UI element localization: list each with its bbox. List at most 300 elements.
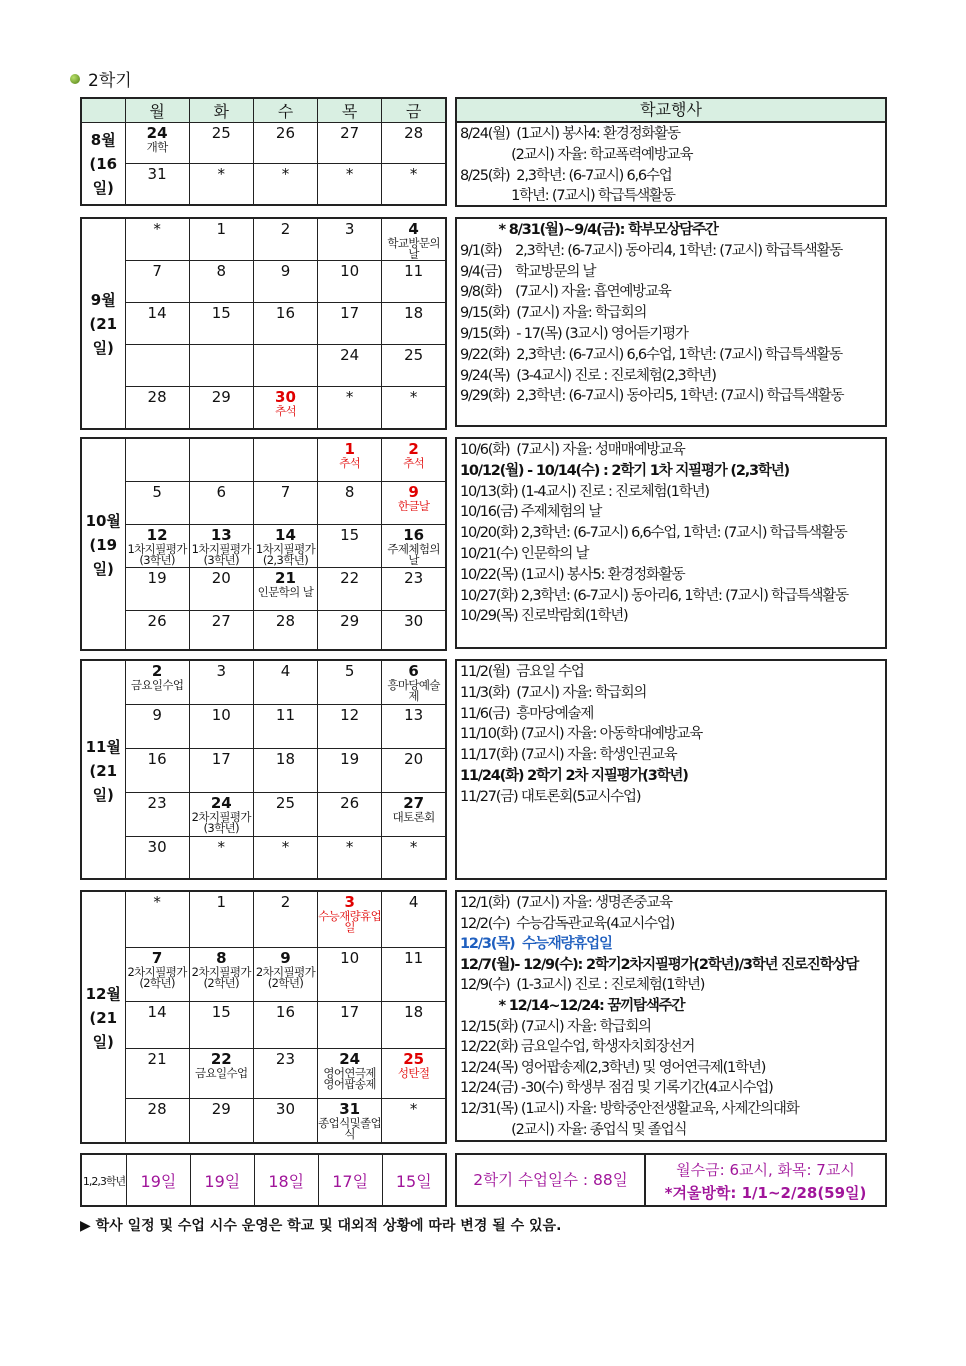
day-number: 29 xyxy=(211,388,231,406)
day-number: 26 xyxy=(147,611,167,630)
day-number: 22 xyxy=(340,568,360,587)
weekday-header: 화 xyxy=(189,98,253,123)
month-days: (19일) xyxy=(89,536,118,578)
day-note: 종업식및졸업식 xyxy=(318,1115,382,1141)
day-number: * xyxy=(409,165,418,183)
event-line: 8/24(월) (1교시) 봉사4: 환경정화활동 xyxy=(460,126,680,142)
month-name: 12월 xyxy=(85,985,121,1003)
day-number: 1 xyxy=(216,893,227,911)
month-name: 10월 xyxy=(85,512,121,530)
day-number: * xyxy=(409,388,418,406)
day-cell xyxy=(253,387,317,429)
day-number: 16 xyxy=(147,749,167,768)
day-cell xyxy=(382,123,446,164)
day-cell xyxy=(382,1098,446,1143)
day-cell xyxy=(318,660,382,704)
day-number: 27 xyxy=(403,793,425,812)
month-label xyxy=(81,123,125,205)
day-cell xyxy=(318,1001,382,1048)
month-label xyxy=(81,438,125,650)
day-number: * xyxy=(153,220,161,238)
day-cell xyxy=(189,567,253,610)
day-cell xyxy=(382,303,446,345)
day-number: 2 xyxy=(408,440,419,458)
vacation-text: *겨울방학: 1/1~2/28(59일) xyxy=(664,1184,867,1202)
month-label xyxy=(81,660,125,879)
day-cell xyxy=(189,261,253,303)
day-number: 27 xyxy=(211,611,231,630)
day-cell xyxy=(253,303,317,345)
event-line: 11/24(화) 2학기 2차 지필평가(3학년) xyxy=(460,767,688,784)
day-cell xyxy=(189,748,253,792)
day-number: * xyxy=(281,165,290,183)
event-line: 10/16(금) 주제체험의 날 xyxy=(460,504,602,521)
day-cell xyxy=(253,1048,317,1098)
day-number: 11 xyxy=(404,262,424,280)
day-note: 흥마당예술제 xyxy=(387,678,440,703)
event-line: 9/22(화) 2,3학년: (6-7교시) 6,6수업, 1학년: (7교시) 학급특색활동 xyxy=(460,346,842,363)
day-cell xyxy=(318,218,382,261)
day-number: 7 xyxy=(152,262,162,280)
day-number: * xyxy=(217,165,226,183)
day-note: 학교방문의 날 xyxy=(387,236,440,261)
day-number: 3 xyxy=(344,220,355,238)
event-line: 9/24(목) (3-4교시) 진로 : 진로체험(2,3학년) xyxy=(460,367,716,384)
day-number: 8 xyxy=(216,262,227,280)
event-line: 12/7(월)- 12/9(수): 2학기2차지필평가(2학년)/3학년 진로진학상담 xyxy=(460,956,859,973)
event-line: 12/24(금) -30(수) 학생부 점검 및 기록기간(4교시수업) xyxy=(460,1080,773,1097)
day-cell xyxy=(189,610,253,650)
day-number: 17 xyxy=(211,749,231,768)
event-line: 12/15(화) (7교시) 자율: 학급회의 xyxy=(460,1018,651,1035)
day-number: 10 xyxy=(340,262,360,280)
day-cell xyxy=(318,164,382,205)
day-cell xyxy=(125,836,189,879)
day-number: 21 xyxy=(275,568,296,587)
day-number: 21 xyxy=(147,1049,167,1068)
day-number: 2 xyxy=(280,893,291,911)
day-cell xyxy=(318,748,382,792)
day-number: 19 xyxy=(340,749,360,768)
day-number: * xyxy=(345,837,354,856)
month-days: (21일) xyxy=(89,761,118,804)
day-cell xyxy=(125,704,189,748)
day-cell xyxy=(253,218,317,261)
day-cell xyxy=(253,438,317,481)
day-note: 2차지필평가 (3학년) xyxy=(191,809,251,835)
day-number: 14 xyxy=(147,304,167,322)
calendar-december xyxy=(80,890,447,1144)
events-header: 학교행사 xyxy=(455,97,887,123)
day-cell xyxy=(189,164,253,205)
day-note: 한글날 xyxy=(397,498,430,513)
footnote: ▶ 학사 일정 및 수업 시수 운영은 학교 및 대외적 상황에 따라 변경 될 수 있음. xyxy=(80,1218,562,1234)
day-number: 23 xyxy=(147,793,167,812)
day-cell xyxy=(253,610,317,650)
day-cell xyxy=(125,218,189,261)
day-number: 17 xyxy=(340,304,360,322)
month-days: (21일) xyxy=(89,1009,118,1051)
day-number: 8 xyxy=(216,948,227,967)
day-cell xyxy=(318,891,382,947)
event-line: 10/22(목) (1교시) 봉사5: 환경정화활동 xyxy=(460,566,685,583)
day-note: 영어연극제 영어팝송제 xyxy=(323,1065,376,1091)
day-number: 30 xyxy=(275,1099,296,1118)
month-days: (21일) xyxy=(89,315,118,358)
day-number: 8 xyxy=(344,482,355,501)
day-number: 4 xyxy=(280,662,291,680)
day-cell xyxy=(382,164,446,205)
event-line: 12/31(목) (1교시) 자율: 방학중안전생활교육, 사제간의대화 xyxy=(460,1100,799,1117)
day-cell xyxy=(125,660,189,704)
event-line: 1학년: (7교시) 학급특색활동 xyxy=(460,188,675,205)
month-label xyxy=(81,218,125,429)
day-note: 1차지필평가 (3학년) xyxy=(191,541,251,567)
day-number: 2 xyxy=(280,220,291,238)
day-cell xyxy=(382,345,446,387)
day-number: 10 xyxy=(211,705,231,724)
weekday-header: 수 xyxy=(253,98,317,123)
day-cell xyxy=(125,1098,189,1143)
day-number: 18 xyxy=(275,749,296,768)
event-line: 11/2(월) 금요일 수업 xyxy=(460,664,584,680)
day-note: 1차지필평가 (3학년) xyxy=(127,541,187,567)
day-cell xyxy=(318,123,382,164)
day-number: 27 xyxy=(340,124,360,142)
count-fri: 15일 xyxy=(382,1154,446,1206)
day-number: 16 xyxy=(275,1002,296,1021)
day-cell xyxy=(189,218,253,261)
day-number: 30 xyxy=(404,611,424,630)
semester-title: 2학기 xyxy=(88,71,132,91)
day-cell xyxy=(382,261,446,303)
day-number: 15 xyxy=(340,525,360,544)
day-number: * xyxy=(345,165,354,183)
day-number: * xyxy=(217,837,226,856)
day-number: 12 xyxy=(146,525,168,544)
day-number: 4 xyxy=(408,220,419,238)
event-line: 10/6(화) (7교시) 자율: 성매매예방교육 xyxy=(460,442,685,458)
day-cell xyxy=(189,345,253,387)
hours-text: 월수금: 6교시, 화목: 7교시 xyxy=(676,1161,855,1179)
day-cell xyxy=(318,610,382,650)
day-cell xyxy=(253,164,317,205)
event-line: 9/15(화) - 17(목) (3교시) 영어듣기평가 xyxy=(460,325,688,342)
school-days-summary xyxy=(80,1153,447,1207)
day-number: 25 xyxy=(275,793,296,812)
day-number: * xyxy=(409,837,418,856)
day-number: 22 xyxy=(210,1049,232,1068)
calendar-august xyxy=(80,97,447,206)
count-tue: 19일 xyxy=(190,1154,254,1206)
day-number: 24 xyxy=(210,793,232,812)
weekday-header: 월 xyxy=(125,98,189,123)
day-number: 10 xyxy=(340,948,360,967)
day-note: 수능재량휴업일 xyxy=(318,909,382,934)
count-mon: 19일 xyxy=(127,1154,191,1206)
day-number: 26 xyxy=(275,124,296,142)
day-cell xyxy=(318,1098,382,1143)
events-october xyxy=(455,437,887,649)
day-number: 1 xyxy=(344,440,355,458)
day-number: 13 xyxy=(210,525,232,544)
day-cell xyxy=(253,947,317,1001)
day-cell xyxy=(189,836,253,879)
event-line: 12/24(목) 영어팝송제(2,3학년) 및 영어연극제(1학년) xyxy=(460,1059,766,1076)
day-number: 6 xyxy=(216,482,227,501)
day-number: 16 xyxy=(275,304,296,322)
day-number: 16 xyxy=(403,525,425,544)
event-line: 9/15(화) (7교시) 자율: 학급회의 xyxy=(460,305,647,322)
day-number: 20 xyxy=(211,568,231,587)
day-number: 3 xyxy=(344,893,355,911)
day-cell xyxy=(318,567,382,610)
day-number: 28 xyxy=(404,124,424,142)
day-cell xyxy=(253,345,317,387)
day-cell xyxy=(318,481,382,524)
event-line: 12/3(목) 수능재량휴업일 xyxy=(460,936,612,953)
day-number: 19 xyxy=(147,568,167,587)
day-cell xyxy=(318,303,382,345)
day-number: 11 xyxy=(404,948,424,967)
event-line: 12/9(수) (1-3교시) 진로 : 진로체험(1학년) xyxy=(460,977,705,994)
day-number: 29 xyxy=(340,611,360,630)
month-days: (16일) xyxy=(89,155,118,198)
day-cell xyxy=(253,836,317,879)
event-line: 12/1(화) (7교시) 자율: 생명존중교육 xyxy=(460,895,672,911)
day-cell xyxy=(189,792,253,836)
day-cell xyxy=(318,836,382,879)
day-number: 29 xyxy=(211,1099,231,1118)
day-cell xyxy=(253,792,317,836)
day-cell xyxy=(382,610,446,650)
day-number: 9 xyxy=(408,482,419,501)
calendar-october xyxy=(80,437,447,651)
event-line: 9/8(화) (7교시) 자율: 흡연예방교육 xyxy=(460,284,671,301)
day-number: 4 xyxy=(408,893,419,911)
day-cell xyxy=(253,704,317,748)
day-cell xyxy=(125,792,189,836)
day-cell xyxy=(382,748,446,792)
day-cell xyxy=(382,891,446,947)
day-cell xyxy=(253,891,317,947)
day-number: 7 xyxy=(280,482,291,501)
day-number: 20 xyxy=(404,749,424,768)
day-cell xyxy=(125,567,189,610)
day-cell xyxy=(253,261,317,303)
day-number: 30 xyxy=(275,388,296,406)
day-note: 성탄절 xyxy=(397,1065,430,1080)
day-note: 금요일수업 xyxy=(195,1065,248,1080)
event-line: (2교시) 자율: 종업식 및 졸업식 xyxy=(460,1121,687,1138)
day-cell xyxy=(382,218,446,261)
event-line: 9/29(화) 2,3학년: (6-7교시) 동아리5, 1학년: (7교시) 학급특색활동 xyxy=(460,388,844,405)
day-note: 1차지필평가 (2,3학년) xyxy=(255,541,316,567)
day-cell xyxy=(253,1001,317,1048)
event-line: 11/27(금) 대토론회(5교시수업) xyxy=(460,788,641,805)
day-cell xyxy=(318,792,382,836)
day-number: 14 xyxy=(147,1002,167,1021)
day-number: 24 xyxy=(146,124,168,142)
day-cell xyxy=(189,1001,253,1048)
day-note: 추석 xyxy=(274,404,296,418)
day-cell xyxy=(189,303,253,345)
event-line: 11/17(화) (7교시) 자율: 학생인권교육 xyxy=(460,747,677,764)
day-cell xyxy=(125,123,189,164)
day-cell xyxy=(253,481,317,524)
day-cell xyxy=(382,660,446,704)
header-blank xyxy=(81,98,125,123)
day-number: 3 xyxy=(216,662,227,680)
day-cell xyxy=(189,1048,253,1098)
event-line: 10/20(화) 2,3학년: (6-7교시) 6,6수업, 1학년: (7교시) 학급특색활동 xyxy=(460,525,847,542)
day-note: 2차지필평가 (2학년) xyxy=(191,964,251,990)
day-note: 금요일수업 xyxy=(130,678,184,692)
day-cell xyxy=(125,748,189,792)
day-number: 24 xyxy=(339,1049,361,1068)
day-cell xyxy=(382,481,446,524)
day-cell xyxy=(382,836,446,879)
day-cell xyxy=(189,1098,253,1143)
day-number: 1 xyxy=(216,220,227,238)
day-cell xyxy=(382,1048,446,1098)
event-line: 10/27(화) 2,3학년: (6-7교시) 동아리6, 1학년: (7교시) 학급특색활동 xyxy=(460,587,848,604)
day-cell xyxy=(318,704,382,748)
day-number: 26 xyxy=(340,793,360,812)
day-cell xyxy=(189,123,253,164)
day-number: 28 xyxy=(275,611,296,630)
day-number: 13 xyxy=(404,705,424,724)
day-cell xyxy=(318,1048,382,1098)
event-line: (2교시) 자율: 학교폭력예방교육 xyxy=(460,146,693,163)
day-cell xyxy=(382,438,446,481)
day-number: 31 xyxy=(339,1099,361,1118)
day-note: 주제체험의 날 xyxy=(387,541,440,567)
day-number: 5 xyxy=(152,482,162,501)
event-line: 10/12(월) - 10/14(수) : 2학기 1차 지필평가 (2,3학년) xyxy=(460,462,789,479)
day-number: 31 xyxy=(147,165,167,183)
month-name: 8월 xyxy=(90,131,116,150)
event-line: 10/13(화) (1-4교시) 진로 : 진로체험(1학년) xyxy=(460,483,709,500)
day-number: 9 xyxy=(280,948,291,967)
day-number: 18 xyxy=(404,1002,424,1021)
day-cell xyxy=(125,891,189,947)
day-cell xyxy=(125,164,189,205)
day-note: 대토론회 xyxy=(392,809,435,824)
event-line: 8/25(화) 2,3학년: (6-7교시) 6,6수업 xyxy=(460,167,672,184)
day-number: 7 xyxy=(151,948,163,967)
day-cell xyxy=(318,345,382,387)
day-cell xyxy=(125,481,189,524)
day-cell xyxy=(253,1098,317,1143)
day-cell xyxy=(318,387,382,429)
event-line: 12/2(수) 수능감독관교육(4교시수업) xyxy=(460,915,675,932)
day-number: 5 xyxy=(344,662,355,680)
day-cell xyxy=(253,660,317,704)
day-number: * xyxy=(281,837,290,856)
event-line: * 8/31(월)~9/4(금): 학부모상담주간 xyxy=(460,222,718,238)
day-number: 28 xyxy=(147,1099,167,1118)
day-cell xyxy=(189,947,253,1001)
day-cell xyxy=(318,947,382,1001)
day-number: 25 xyxy=(404,346,424,364)
day-number: 17 xyxy=(340,1002,360,1021)
day-cell xyxy=(189,524,253,567)
day-cell xyxy=(189,660,253,704)
event-line: * 12/14~12/24: 꿈끼탐색주간 xyxy=(460,997,685,1014)
day-cell xyxy=(382,387,446,429)
day-cell xyxy=(318,438,382,481)
day-cell xyxy=(125,1001,189,1048)
events-november xyxy=(455,659,887,880)
day-number: 14 xyxy=(275,525,296,544)
day-cell xyxy=(189,891,253,947)
day-note: 2차지필평가 (2학년) xyxy=(127,964,187,990)
day-note: 개학 xyxy=(146,140,168,154)
grade-label: 1,2,3학년 xyxy=(81,1154,127,1206)
day-cell xyxy=(125,1048,189,1098)
day-note: 추석 xyxy=(403,456,425,470)
day-number: 24 xyxy=(340,346,360,364)
day-number: 23 xyxy=(404,568,424,587)
day-number: 2 xyxy=(151,662,163,680)
month-name: 11월 xyxy=(85,737,121,756)
day-number: * xyxy=(409,1099,418,1118)
day-cell xyxy=(125,261,189,303)
month-name: 9월 xyxy=(90,291,116,310)
day-cell xyxy=(318,261,382,303)
day-cell xyxy=(382,567,446,610)
day-note: 2차지필평가 (2학년) xyxy=(255,964,316,990)
day-cell xyxy=(189,481,253,524)
day-note: 인문학의 날 xyxy=(257,584,314,599)
day-cell xyxy=(189,704,253,748)
day-number: 15 xyxy=(211,1002,231,1021)
events-december xyxy=(455,890,887,1142)
day-number: 9 xyxy=(280,262,291,280)
day-number: 9 xyxy=(152,705,162,724)
event-line: 11/10(화) (7교시) 자율: 아동학대예방교육 xyxy=(460,726,703,743)
event-line: 11/3(화) (7교시) 자율: 학급회의 xyxy=(460,684,647,701)
day-cell xyxy=(253,123,317,164)
day-number: 15 xyxy=(211,304,231,322)
day-cell xyxy=(125,345,189,387)
day-cell xyxy=(125,610,189,650)
event-line: 11/6(금) 흥마당예술제 xyxy=(460,705,594,722)
events-august xyxy=(455,121,887,207)
day-cell xyxy=(125,524,189,567)
day-cell xyxy=(253,748,317,792)
day-number: * xyxy=(153,893,161,911)
count-thu: 17일 xyxy=(318,1154,382,1206)
calendar-september xyxy=(80,217,447,430)
page-title xyxy=(70,66,132,91)
day-number: 23 xyxy=(275,1049,296,1068)
day-number: 18 xyxy=(404,304,424,322)
event-line: 10/29(목) 진로박람회(1학년) xyxy=(460,608,628,625)
event-line: 12/22(화) 금요일수업, 학생자치회장선거 xyxy=(460,1039,695,1056)
day-number: 28 xyxy=(147,388,167,406)
day-cell xyxy=(382,947,446,1001)
day-number: 30 xyxy=(147,837,167,856)
day-cell xyxy=(125,387,189,429)
day-cell xyxy=(253,524,317,567)
day-cell xyxy=(125,303,189,345)
events-september xyxy=(455,217,887,427)
day-cell xyxy=(125,438,189,481)
day-cell xyxy=(318,524,382,567)
day-cell xyxy=(125,947,189,1001)
